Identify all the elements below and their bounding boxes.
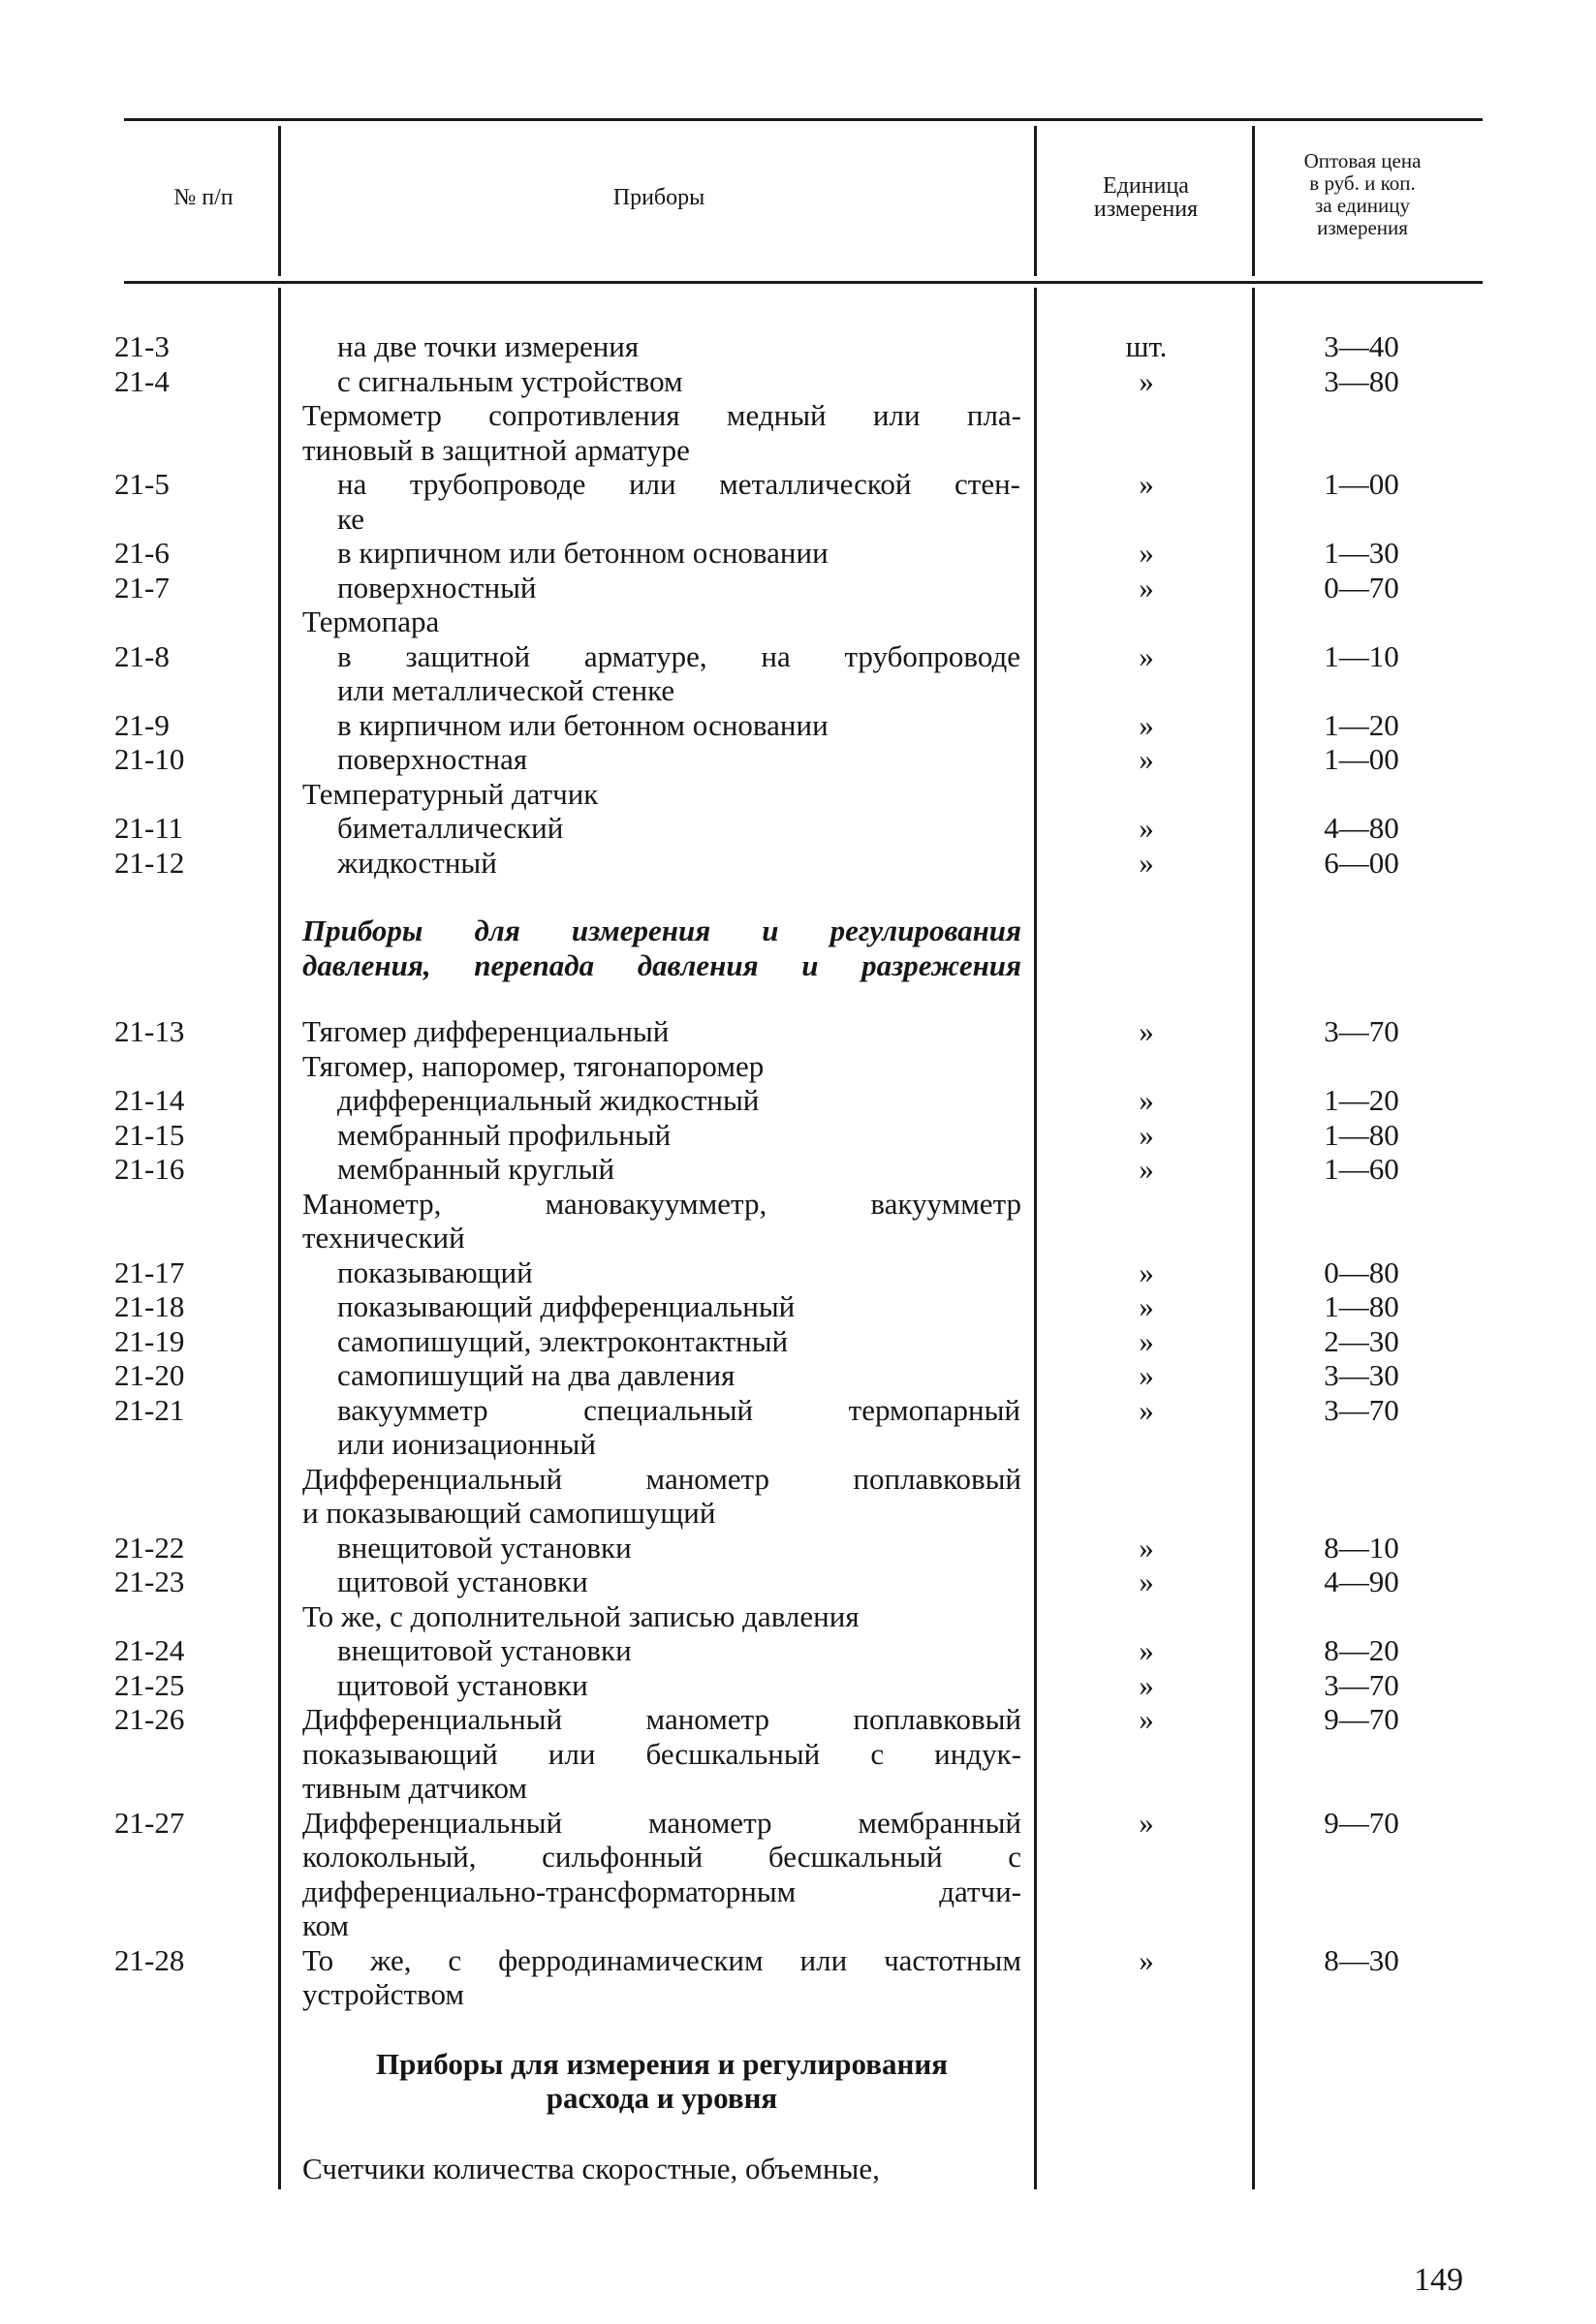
item-description-line: или ионизационный xyxy=(337,1427,596,1461)
item-unit: » xyxy=(1139,707,1154,742)
item-description-line: Дифференциальный манометр мембранный xyxy=(302,1805,1021,1840)
item-price: 3—70 xyxy=(1324,1667,1399,1702)
item-number: 21-25 xyxy=(114,1667,185,1702)
item-description-line: дифференциально-трансформаторным датчи- xyxy=(302,1874,1021,1908)
item-number: 21-4 xyxy=(114,363,170,398)
item-description-line: ке xyxy=(337,501,365,536)
header-price-line2: в руб. и коп. xyxy=(1309,171,1416,195)
header-price-line3: за единицу xyxy=(1314,194,1411,217)
item-number: 21-27 xyxy=(114,1805,185,1840)
item-number: 21-17 xyxy=(114,1255,185,1289)
item-number: 21-20 xyxy=(114,1358,185,1392)
item-description-line: в кирпичном или бетонном основании xyxy=(337,536,829,570)
header-device: Приборы xyxy=(612,185,705,210)
item-price: 0—70 xyxy=(1324,570,1399,604)
item-description-line: в защитной арматуре, на трубопроводе xyxy=(337,638,1020,673)
item-price: 3—70 xyxy=(1324,1392,1399,1427)
item-description-line: вакуумметр специальный термопарный xyxy=(337,1392,1020,1427)
item-description-line: Приборы для измерения и регулирования xyxy=(302,914,1021,947)
item-description-line: технический xyxy=(302,1221,465,1255)
item-description-line: устройством xyxy=(302,1977,465,2011)
item-number: 21-22 xyxy=(114,1530,185,1565)
header-price-line4: измерения xyxy=(1317,216,1408,239)
item-description-line: биметаллический xyxy=(337,811,564,845)
item-description-line: Приборы для измерения и регулирования xyxy=(376,2046,948,2081)
item-unit: » xyxy=(1139,467,1154,501)
item-price: 9—70 xyxy=(1324,1805,1399,1840)
item-price: 3—30 xyxy=(1324,1358,1399,1392)
item-price: 1—00 xyxy=(1324,467,1399,501)
item-unit: » xyxy=(1139,1289,1154,1323)
item-description-line: поверхностная xyxy=(337,742,528,776)
item-description-line: То же, с ферродинамическим или частотным xyxy=(302,1942,1021,1977)
item-price: 3—80 xyxy=(1324,363,1399,398)
header-unit-line1: Единица xyxy=(1103,173,1189,199)
item-price: 4—80 xyxy=(1324,811,1399,845)
item-description-line: самопишущий на два давления xyxy=(337,1358,735,1392)
item-unit: » xyxy=(1139,811,1154,845)
item-number: 21-21 xyxy=(114,1392,185,1427)
item-unit: » xyxy=(1139,1014,1154,1048)
item-unit: » xyxy=(1139,1392,1154,1427)
item-number: 21-16 xyxy=(114,1152,185,1186)
item-description-line: Температурный датчик xyxy=(302,776,599,811)
item-price: 0—80 xyxy=(1324,1255,1399,1289)
item-description-line: показывающий или бесшкальный с индук- xyxy=(302,1736,1021,1771)
item-description-line: Тягомер дифференциальный xyxy=(302,1014,670,1048)
item-unit: » xyxy=(1139,1633,1154,1667)
item-price: 8—20 xyxy=(1324,1633,1399,1667)
item-number: 21-7 xyxy=(114,570,170,604)
item-number: 21-28 xyxy=(114,1942,185,1977)
item-description-line: То же, с дополнительной записью давления xyxy=(302,1598,860,1633)
item-number: 21-15 xyxy=(114,1117,185,1152)
item-price: 1—30 xyxy=(1324,536,1399,570)
item-description-line: Дифференциальный манометр поплавковый xyxy=(302,1461,1021,1496)
item-description-line: дифференциальный жидкостный xyxy=(337,1083,760,1117)
item-description-line: показывающий xyxy=(337,1255,533,1289)
item-unit: шт. xyxy=(1125,329,1168,363)
item-description-line: в кирпичном или бетонном основании xyxy=(337,707,829,742)
item-description-line: щитовой установки xyxy=(337,1565,588,1598)
item-description-line: Термопара xyxy=(302,604,440,638)
page-number: 149 xyxy=(1414,2262,1463,2298)
item-unit: » xyxy=(1139,570,1154,604)
item-description-line: тиновый в защитной арматуре xyxy=(302,432,690,467)
item-unit: » xyxy=(1139,1942,1154,1977)
item-description-line: давления, перепада давления и разрежения xyxy=(302,947,1021,982)
item-unit: » xyxy=(1139,1152,1154,1186)
item-number: 21-5 xyxy=(114,467,170,501)
item-unit: » xyxy=(1139,845,1154,880)
item-unit: » xyxy=(1139,1702,1154,1736)
item-price: 3—40 xyxy=(1324,329,1399,363)
item-unit: » xyxy=(1139,363,1154,398)
item-unit: » xyxy=(1139,1323,1154,1358)
item-unit: » xyxy=(1139,1117,1154,1152)
item-description-line: внещитовой установки xyxy=(337,1530,632,1565)
item-description-line: колокольный, сильфонный бесшкальный с xyxy=(302,1840,1021,1874)
item-description-line: самопишущий, электроконтактный xyxy=(337,1323,789,1358)
item-price: 9—70 xyxy=(1324,1702,1399,1736)
item-description-line: внещитовой установки xyxy=(337,1633,632,1667)
item-number: 21-9 xyxy=(114,707,170,742)
item-description-line: Счетчики количества скоростные, объемные, xyxy=(302,2151,880,2185)
item-price: 6—00 xyxy=(1324,845,1399,880)
item-price: 1—80 xyxy=(1324,1289,1399,1323)
item-unit: » xyxy=(1139,1255,1154,1289)
item-number: 21-11 xyxy=(114,811,184,845)
item-description-line: Манометр, мановакуумметр, вакуумметр xyxy=(302,1186,1021,1221)
item-unit: » xyxy=(1139,1083,1154,1117)
item-description-line: жидкостный xyxy=(337,845,497,880)
item-number: 21-24 xyxy=(114,1633,185,1667)
item-price: 1—60 xyxy=(1324,1152,1399,1186)
item-description-line: расхода и уровня xyxy=(546,2081,778,2115)
item-description-line: показывающий дифференциальный xyxy=(337,1289,796,1323)
item-price: 1—20 xyxy=(1324,1083,1399,1117)
item-unit: » xyxy=(1139,1530,1154,1565)
item-unit: » xyxy=(1139,1358,1154,1392)
item-description-line: щитовой установки xyxy=(337,1667,588,1702)
header-num: № п/п xyxy=(173,185,234,210)
item-number: 21-12 xyxy=(114,845,185,880)
item-description-line: Термометр сопротивления медный или пла- xyxy=(302,398,1021,432)
item-price: 1—20 xyxy=(1324,707,1399,742)
item-description-line: мембранный круглый xyxy=(337,1152,615,1186)
item-price: 2—30 xyxy=(1324,1323,1399,1358)
item-unit: » xyxy=(1139,742,1154,776)
item-price: 1—80 xyxy=(1324,1117,1399,1152)
item-unit: » xyxy=(1139,1805,1154,1840)
item-number: 21-19 xyxy=(114,1323,185,1358)
item-number: 21-10 xyxy=(114,742,185,776)
item-description-line: на трубопроводе или металлической стен- xyxy=(337,467,1020,501)
item-unit: » xyxy=(1139,1667,1154,1702)
item-number: 21-26 xyxy=(114,1702,185,1736)
item-description-line: Тягомер, напоромер, тягонапоромер xyxy=(302,1048,765,1083)
header-unit-line2: измерения xyxy=(1093,197,1199,222)
item-number: 21-23 xyxy=(114,1565,185,1598)
item-number: 21-18 xyxy=(114,1289,185,1323)
item-description-line: с сигнальным устройством xyxy=(337,363,683,398)
item-number: 21-14 xyxy=(114,1083,185,1117)
item-price: 4—90 xyxy=(1324,1565,1399,1598)
item-number: 21-8 xyxy=(114,638,170,673)
item-description-line: на две точки измерения xyxy=(337,329,640,363)
item-price: 1—10 xyxy=(1324,638,1399,673)
item-description-line: и показывающий самопишущий xyxy=(302,1496,716,1530)
header-price-line1: Оптовая цена xyxy=(1303,149,1422,172)
item-description-line: тивным датчиком xyxy=(302,1771,528,1805)
item-description-line: или металлической стенке xyxy=(337,673,675,707)
item-number: 21-13 xyxy=(114,1014,185,1048)
item-price: 1—00 xyxy=(1324,742,1399,776)
item-price: 8—10 xyxy=(1324,1530,1399,1565)
item-price: 8—30 xyxy=(1324,1942,1399,1977)
item-description-line: мембранный профильный xyxy=(337,1117,672,1152)
item-unit: » xyxy=(1139,638,1154,673)
item-unit: » xyxy=(1139,1565,1154,1598)
item-description-line: поверхностный xyxy=(337,570,537,604)
item-price: 3—70 xyxy=(1324,1014,1399,1048)
item-number: 21-6 xyxy=(114,536,170,570)
item-unit: » xyxy=(1139,536,1154,570)
item-number: 21-3 xyxy=(114,329,170,363)
item-description-line: ком xyxy=(302,1908,350,1942)
item-description-line: Дифференциальный манометр поплавковый xyxy=(302,1702,1021,1736)
